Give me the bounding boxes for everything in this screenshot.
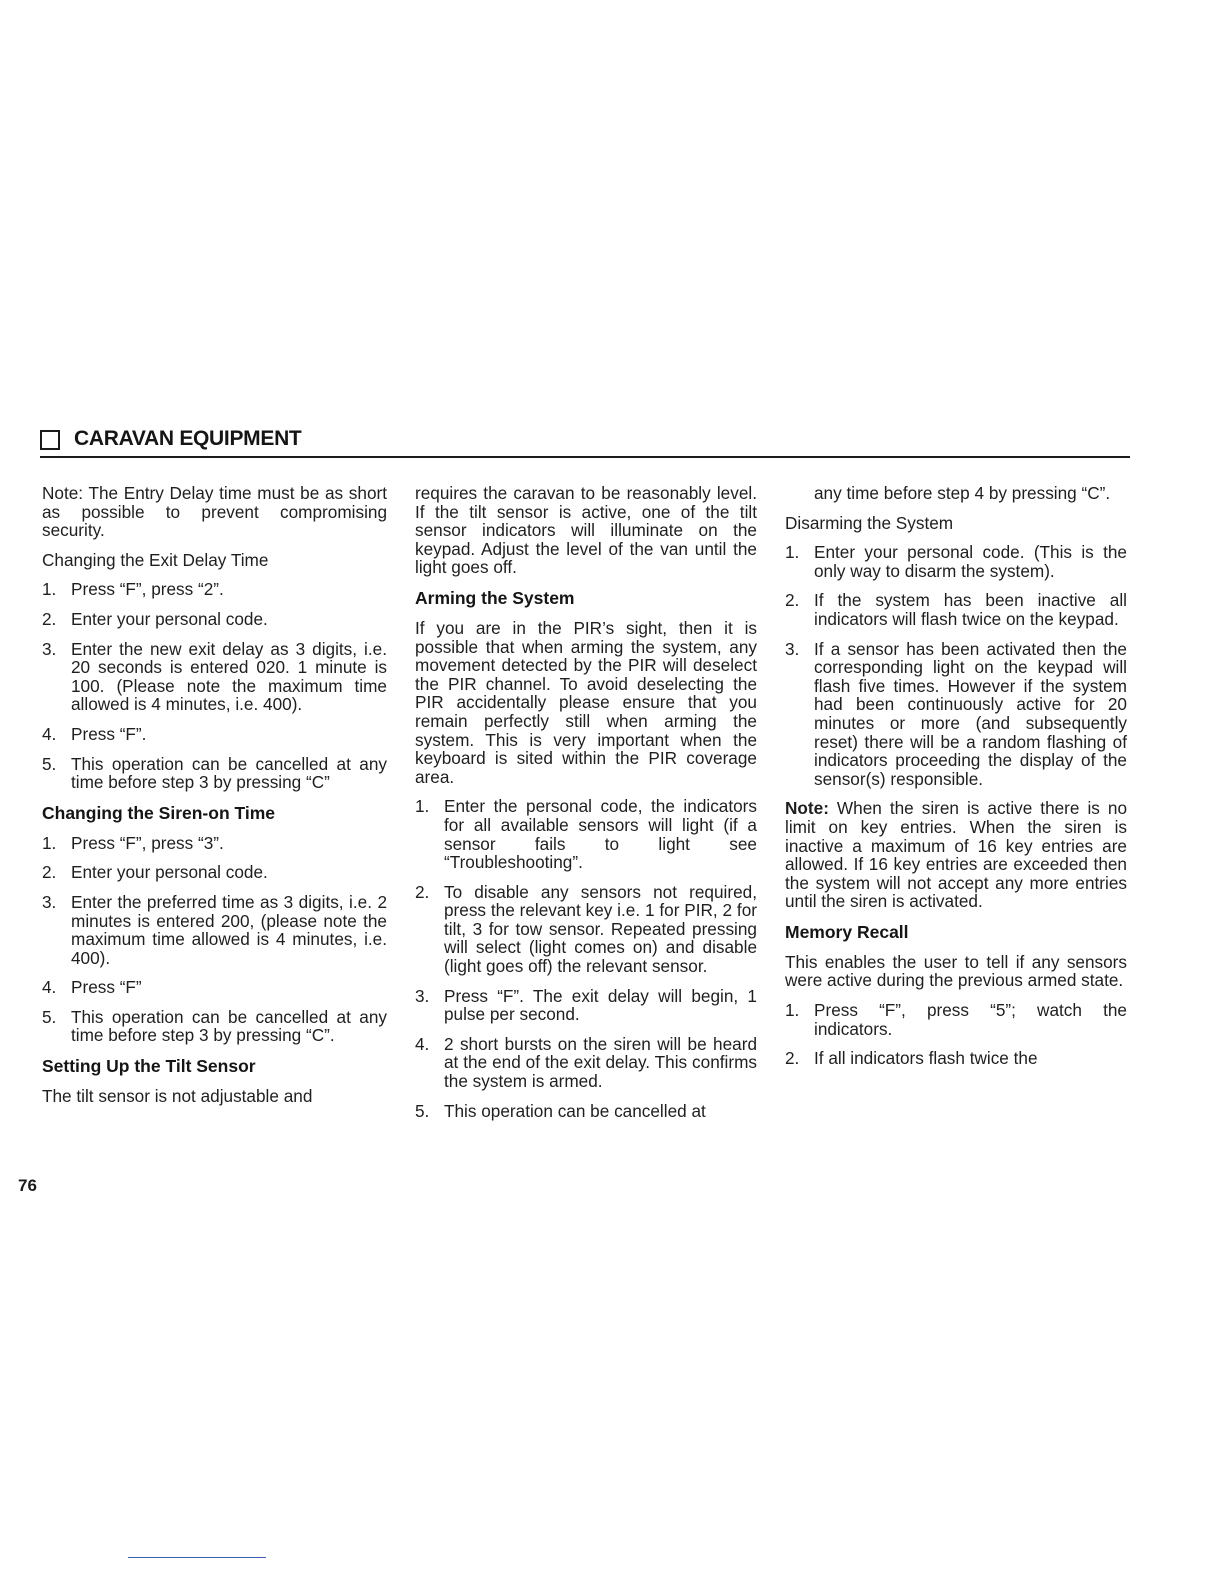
- checkbox-square-icon: [40, 430, 60, 450]
- tilt-sensor-text-cont: requires the caravan to be reasonably level. If the tilt sensor is active, one of the tilt sensor indicators will illuminate on the keypad. Adjust the level of the van until the light goes off.: [415, 483, 757, 578]
- exit-delay-heading: Changing the Exit Delay Time: [42, 549, 269, 570]
- page-number: 76: [18, 1176, 37, 1195]
- disarm-heading: Disarming the System: [785, 512, 954, 533]
- list-item: 1. Press “F”, press “3”.: [42, 832, 224, 853]
- list-item: 2. Enter your personal code.: [42, 862, 268, 883]
- tilt-sensor-text: The tilt sensor is not adjustable and: [42, 1086, 313, 1107]
- column-3: [785, 484, 1127, 1079]
- footer-divider: [128, 1557, 266, 1558]
- list-item: 5. This operation can be cancelled at any time before step 3 by pressing “C”.: [42, 1006, 387, 1046]
- list-item: 3. Press “F”. The exit delay will begin, 1 pulse per second.: [415, 985, 757, 1025]
- column-2: [415, 484, 757, 1131]
- note-label: Note:: [785, 798, 829, 819]
- section-title: CARAVAN EQUIPMENT: [74, 427, 302, 450]
- list-item: 2. Enter your personal code.: [42, 608, 268, 629]
- tilt-sensor-heading: Setting Up the Tilt Sensor: [42, 1056, 256, 1077]
- list-item: 1. Enter your personal code. (This is the only way to disarm the system).: [785, 542, 1127, 581]
- arming-steps: [415, 797, 757, 1120]
- memory-recall-intro: This enables the user to tell if any sensors were active during the previous armed state.: [785, 951, 1127, 991]
- list-item: 3. Enter the new exit delay as 3 digits, i.e. 20 seconds is entered 020. 1 minute is 100. (Please note the maximum time allowed is 4 minutes, i.e. 400).: [42, 638, 387, 715]
- arming-intro: If you are in the PIR’s sight, then it is possible that when arming the system, any movement detected by the PIR will deselect the PIR channel. To avoid deselecting the PIR accidentally please ensure that you remain perfectly still when arming the system. This is very important when the keyboard is sited within the PIR coverage area.: [415, 617, 757, 787]
- list-item: 1. Press “F”, press “5”; watch the indicators.: [785, 1000, 1127, 1039]
- list-item: 4. 2 short bursts on the siren will be heard at the end of the exit delay. This confirms the system is armed.: [415, 1033, 757, 1092]
- list-item: 3. If a sensor has been activated then the corresponding light on the keypad will flash five times. However if the system had been continuously active for 20 minutes or more (and subsequently reset) there will be a random flashing of indicators proceeding the display of the sensor(s) responsible.: [785, 638, 1127, 789]
- entry-delay-note: Note: The Entry Delay time must be as short as possible to prevent compromising security.: [42, 483, 387, 541]
- list-item: 5. This operation can be cancelled at: [415, 1100, 706, 1121]
- list-item: 1. Press “F”, press “2”.: [42, 579, 224, 600]
- siren-heading: Changing the Siren-on Time: [42, 802, 276, 823]
- list-item: 5. This operation can be cancelled at any time before step 3 by pressing “C”: [42, 753, 387, 793]
- column-1: [42, 484, 387, 1117]
- list-item: 1. Enter the personal code, the indicators for all available sensors will light (if a sensor fails to light see “Troubleshooting”.: [415, 796, 757, 873]
- list-item: 2. If the system has been inactive all indicators will flash twice on the keypad.: [785, 590, 1127, 629]
- list-item: 4. Press “F”: [42, 977, 142, 998]
- list-item: 4. Press “F”.: [42, 723, 147, 744]
- list-item: 3. Enter the preferred time as 3 digits, i.e. 2 minutes is entered 200, (please note the maximum time allowed is 4 minutes, i.e. 400).: [42, 891, 387, 968]
- list-item: 2. If all indicators flash twice the: [785, 1048, 1038, 1069]
- note-text: When the siren is active there is no limit on key entries. When the siren is inactive a maximum of 16 key entries are allowed. If 16 key entries are exceeded then the system will not accept any more entries until the siren is activated.: [785, 798, 1127, 912]
- exit-delay-steps: [42, 580, 387, 791]
- arming-heading: Arming the System: [415, 587, 575, 608]
- arming-step5-cont: any time before step 4 by pressing “C”.: [814, 483, 1111, 503]
- section-header: [40, 426, 1130, 458]
- list-item: 2. To disable any sensors not required, press the relevant key i.e. 1 for PIR, 2 for tilt, 3 for tow sensor. Repeated pressing will select (light comes on) and disable (light goes off) the relevant sensor.: [415, 881, 757, 977]
- memory-recall-steps: [785, 1001, 1127, 1068]
- disarm-steps: [785, 543, 1127, 788]
- key-entries-note: [785, 799, 1127, 911]
- siren-steps: [42, 834, 387, 1045]
- memory-recall-heading: Memory Recall: [785, 921, 909, 942]
